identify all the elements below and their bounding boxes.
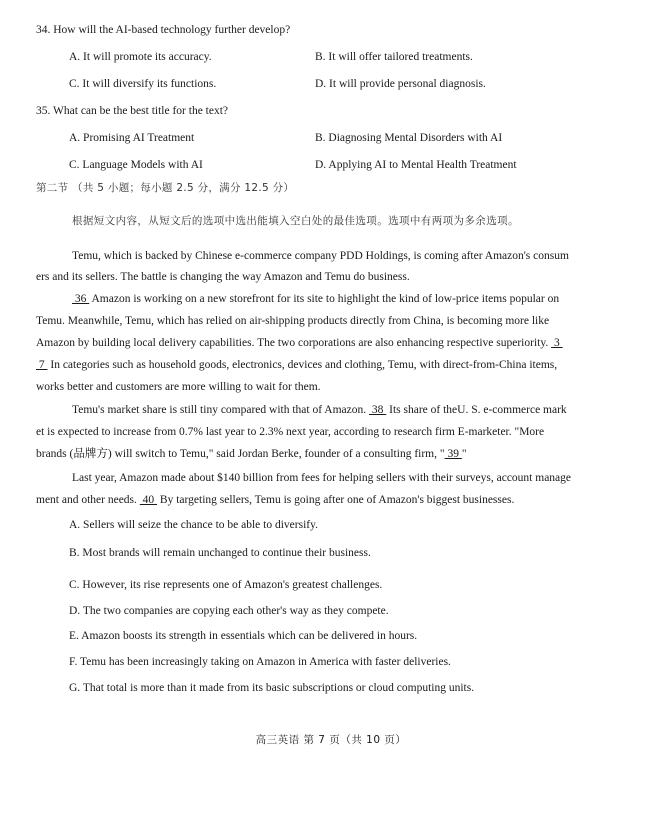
passage-p1-line1: Temu, which is backed by Chinese e-commerce company PDD Holdings, is coming after Amazon's consum [72, 250, 569, 262]
question-34-option-d: D. It will provide personal diagnosis. [315, 78, 486, 90]
blank-40: 40 [139, 494, 158, 506]
option-c: C. However, its rise represents one of Amazon's greatest challenges. [69, 579, 383, 591]
passage-p4-line2: ment and other needs. 40 By targeting sellers, Temu is going after one of Amazon's biggest businesses. [36, 494, 515, 506]
passage-p2-line2: Temu. Meanwhile, Temu, which has relied on air-shipping products directly from China, is becoming more like [36, 315, 550, 327]
blank-39: 39 [444, 448, 462, 460]
option-f: F. Temu has been increasingly taking on Amazon in America with faster deliveries. [69, 656, 451, 668]
option-b: B. Most brands will remain unchanged to continue their business. [69, 547, 371, 559]
blank-38: 38 [369, 404, 387, 416]
passage-p3-line1: Temu's market share is still tiny compared with that of Amazon. 38 Its share of theU. S. e-commerce mark [72, 404, 567, 416]
passage-p1-line2: ers and its sellers. The battle is changing the way Amazon and Temu do business. [36, 271, 410, 283]
option-g: G. That total is more than it made from its basic subscriptions or cloud computing units. [69, 682, 475, 694]
question-35-option-b: B. Diagnosing Mental Disorders with AI [315, 132, 503, 144]
passage-p3-line3: brands (品牌方) will switch to Temu," said Jordan Berke, founder of a consulting firm, " 39 " [36, 448, 467, 460]
question-34-option-a: A. It will promote its accuracy. [69, 51, 212, 63]
question-35-option-d: D. Applying AI to Mental Health Treatment [315, 159, 517, 171]
option-d: D. The two companies are copying each other's way as they compete. [69, 605, 389, 617]
question-34-option-c: C. It will diversify its functions. [69, 78, 217, 90]
passage-p2-line4: 7 In categories such as household goods, electronics, devices and clothing, Temu, with direct-from-China items, [36, 359, 558, 371]
passage-p3-line2: et is expected to increase from 0.7% last year to 2.3% next year, according to research firm E-marketer. "More [36, 426, 545, 438]
blank-37-part1: 3 [551, 337, 563, 349]
blank-37-part2: 7 [36, 359, 48, 371]
question-35-option-c: C. Language Models with AI [69, 159, 203, 171]
passage-p4-line1: Last year, Amazon made about $140 billion from fees for helping sellers with their surveys, account manage [72, 472, 572, 484]
blank-36: 36 [72, 293, 90, 305]
passage-p2-line1: 36 Amazon is working on a new storefront for its site to highlight the kind of low-price items popular on [72, 293, 560, 305]
page-footer: 高三英语 第 7 页（共 10 页） [255, 734, 407, 746]
section-instruction: 根据短文内容，从短文后的选项中选出能填入空白处的最佳选项。选项中有两项为多余选项。 [72, 215, 519, 227]
section-heading: 第二节 （共 5 小题；每小题 2.5 分，满分 12.5 分） [36, 182, 295, 194]
question-34-stem: 34. How will the AI-based technology further develop? [36, 24, 291, 36]
passage-p2-line5: works better and customers are more willing to wait for them. [36, 381, 321, 393]
passage-p2-line3: Amazon by building local delivery capabilities. The two corporations are also enhancing respective superiority. 3 [36, 337, 563, 349]
option-a: A. Sellers will seize the chance to be able to diversify. [69, 519, 318, 531]
question-35-option-a: A. Promising AI Treatment [69, 132, 195, 144]
option-e: E. Amazon boosts its strength in essentials which can be delivered in hours. [69, 630, 418, 642]
question-35-stem: 35. What can be the best title for the text? [36, 105, 229, 117]
question-34-option-b: B. It will offer tailored treatments. [315, 51, 473, 63]
